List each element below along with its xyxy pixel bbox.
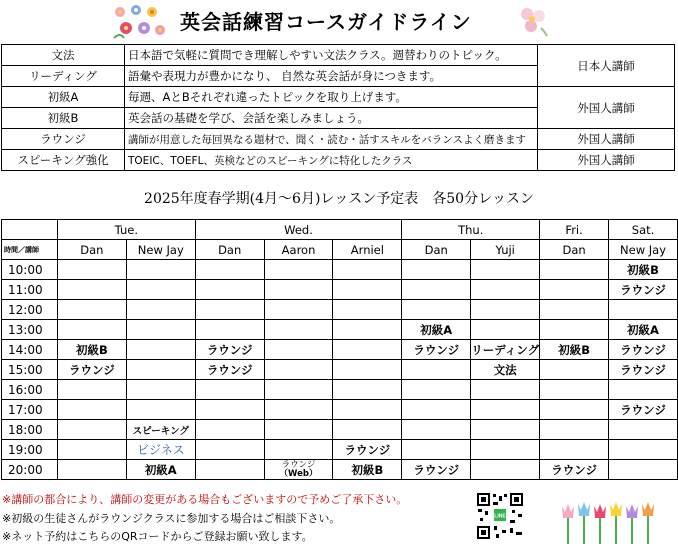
lesson-cell: ラウンジ — [609, 280, 678, 300]
teacher-header-row — [2, 240, 678, 260]
lesson-cell: ラウンジ — [333, 440, 402, 460]
lesson-cell: 初級B — [57, 340, 126, 360]
empty-cell — [126, 400, 195, 420]
empty-cell — [57, 420, 126, 440]
teacher-name: Dan — [195, 240, 264, 260]
empty-cell — [471, 420, 540, 440]
lesson-cell: ラウンジ — [57, 360, 126, 380]
empty-cell — [402, 360, 471, 380]
empty-cell — [471, 460, 540, 480]
empty-cell — [264, 320, 333, 340]
empty-cell — [402, 380, 471, 400]
empty-cell — [264, 360, 333, 380]
time-slot: 18:00 — [2, 420, 58, 440]
time-slot: 15:00 — [2, 360, 58, 380]
empty-cell — [195, 260, 264, 280]
day-header-row — [2, 220, 678, 240]
schedule-row — [2, 440, 678, 460]
teacher-type: 外国人講師 — [538, 150, 675, 171]
tulips-icon — [560, 500, 660, 544]
schedule-title: 2025年度春学期(4月～6月)レッスン予定表 各50分レッスン — [144, 191, 534, 207]
time-slot: 16:00 — [2, 380, 58, 400]
empty-cell — [540, 280, 609, 300]
schedule-row — [2, 300, 678, 320]
course-name: ラウンジ — [2, 129, 125, 150]
course-description: 講師が用意した毎回異なる題材で、聞く・読む・話すスキルをバランスよく磨きます — [125, 129, 538, 150]
empty-cell — [540, 420, 609, 440]
empty-cell — [540, 400, 609, 420]
teacher-type: 日本人講師 — [538, 45, 675, 87]
schedule-row — [2, 380, 678, 400]
corner-empty — [2, 220, 58, 240]
course-description: 語彙や表現力が豊かになり、 自然な英会話が身につきます。 — [125, 66, 538, 87]
empty-cell — [402, 280, 471, 300]
teacher-name: Dan — [57, 240, 126, 260]
course-row — [2, 129, 675, 150]
note-line: ※講師の都合により、講師の変更がある場合もございますので予めご了承下さい。 — [2, 493, 408, 506]
empty-cell — [264, 420, 333, 440]
empty-cell — [264, 380, 333, 400]
lesson-web-line1: ラウンジ — [281, 459, 316, 470]
empty-cell — [609, 460, 678, 480]
course-name: スピーキング強化 — [2, 150, 125, 171]
empty-cell — [195, 300, 264, 320]
qr-label: LINE — [494, 513, 506, 520]
empty-cell — [333, 300, 402, 320]
empty-cell — [195, 440, 264, 460]
day-fri: Fri. — [540, 220, 609, 240]
empty-cell — [402, 420, 471, 440]
teacher-name: New Jay — [126, 240, 195, 260]
empty-cell — [402, 440, 471, 460]
course-row — [2, 45, 675, 66]
empty-cell — [57, 300, 126, 320]
empty-cell — [264, 340, 333, 360]
empty-cell — [402, 300, 471, 320]
empty-cell — [540, 320, 609, 340]
empty-cell — [195, 380, 264, 400]
empty-cell — [195, 420, 264, 440]
empty-cell — [402, 400, 471, 420]
teacher-name: Arniel — [333, 240, 402, 260]
empty-cell — [333, 280, 402, 300]
lesson-cell: ラウンジ — [195, 340, 264, 360]
empty-cell — [264, 260, 333, 280]
day-tue: Tue. — [57, 220, 195, 240]
lesson-cell: スピーキング — [126, 420, 195, 440]
lesson-cell: リーディング — [471, 340, 540, 360]
empty-cell — [333, 340, 402, 360]
teacher-name: Dan — [540, 240, 609, 260]
lesson-cell: ラウンジ — [402, 340, 471, 360]
time-slot: 10:00 — [2, 260, 58, 280]
corner-label: 時間／講師 — [2, 240, 58, 260]
page-title: 英会話練習コースガイドライン — [180, 10, 472, 34]
empty-cell — [195, 460, 264, 480]
course-description: 毎週、AとBそれぞれ違ったトピックを取り上げます。 — [125, 87, 538, 108]
lesson-cell: ラウンジ — [402, 460, 471, 480]
empty-cell — [609, 440, 678, 460]
empty-cell — [333, 420, 402, 440]
lesson-cell: 初級B — [609, 260, 678, 280]
empty-cell — [126, 340, 195, 360]
empty-cell — [126, 360, 195, 380]
course-description: 英会話の基礎を学び、会話を楽しみましょう。 — [125, 108, 538, 129]
schedule-row — [2, 260, 678, 280]
empty-cell — [471, 260, 540, 280]
note-line: ※初級の生徒さんがラウンジクラスに参加する場合はご相談下さい。 — [2, 511, 341, 525]
course-row — [2, 87, 675, 108]
course-description: 日本語で気軽に質問でき理解しやすい文法クラス。週替わりのトピック。 — [125, 45, 538, 66]
lesson-cell: ラウンジ — [195, 360, 264, 380]
empty-cell — [333, 320, 402, 340]
schedule-row — [2, 360, 678, 380]
empty-cell — [126, 320, 195, 340]
time-slot: 20:00 — [2, 460, 58, 480]
empty-cell — [609, 300, 678, 320]
empty-cell — [471, 380, 540, 400]
schedule-row — [2, 420, 678, 440]
empty-cell — [126, 380, 195, 400]
teacher-name: New Jay — [609, 240, 678, 260]
empty-cell — [333, 260, 402, 280]
teacher-type: 外国人講師 — [538, 87, 675, 129]
schedule-row — [2, 340, 678, 360]
course-name: リーディング — [2, 66, 125, 87]
lesson-web-line2: （Web） — [279, 468, 318, 479]
empty-cell — [540, 440, 609, 460]
empty-cell — [57, 380, 126, 400]
course-name: 文法 — [2, 45, 125, 66]
schedule-row — [2, 400, 678, 420]
day-sat: Sat. — [609, 220, 678, 240]
empty-cell — [609, 380, 678, 400]
empty-cell — [57, 280, 126, 300]
lesson-cell: 初級A — [126, 460, 195, 480]
lesson-cell: ラウンジ — [609, 360, 678, 380]
schedule-row — [2, 320, 678, 340]
empty-cell — [471, 440, 540, 460]
lesson-cell: ラウンジ — [540, 460, 609, 480]
lesson-cell — [264, 460, 333, 480]
lesson-cell: ビジネス — [126, 440, 195, 460]
empty-cell — [57, 260, 126, 280]
empty-cell — [333, 360, 402, 380]
empty-cell — [540, 300, 609, 320]
empty-cell — [126, 260, 195, 280]
flowers-icon — [110, 2, 170, 42]
course-description: TOEIC、TOEFL、英検などのスピーキングに特化したクラス — [125, 150, 538, 171]
time-slot: 14:00 — [2, 340, 58, 360]
schedule-table — [1, 219, 678, 480]
empty-cell — [333, 380, 402, 400]
header — [0, 0, 678, 44]
day-wed: Wed. — [195, 220, 402, 240]
empty-cell — [333, 400, 402, 420]
day-thu: Thu. — [402, 220, 540, 240]
time-slot: 17:00 — [2, 400, 58, 420]
empty-cell — [471, 320, 540, 340]
empty-cell — [57, 320, 126, 340]
empty-cell — [126, 280, 195, 300]
empty-cell — [264, 400, 333, 420]
empty-cell — [195, 400, 264, 420]
lesson-cell: ラウンジ — [609, 400, 678, 420]
empty-cell — [195, 280, 264, 300]
time-slot: 13:00 — [2, 320, 58, 340]
course-row — [2, 150, 675, 171]
lesson-cell: 文法 — [471, 360, 540, 380]
empty-cell — [540, 380, 609, 400]
empty-cell — [264, 300, 333, 320]
teacher-name: Dan — [402, 240, 471, 260]
empty-cell — [57, 400, 126, 420]
lesson-cell: 初級A — [609, 320, 678, 340]
teacher-name: Yuji — [471, 240, 540, 260]
empty-cell — [471, 400, 540, 420]
empty-cell — [471, 300, 540, 320]
empty-cell — [540, 360, 609, 380]
empty-cell — [195, 320, 264, 340]
time-slot: 19:00 — [2, 440, 58, 460]
lesson-cell: 初級A — [402, 320, 471, 340]
teacher-name: Aaron — [264, 240, 333, 260]
empty-cell — [609, 420, 678, 440]
lesson-cell: ラウンジ — [609, 340, 678, 360]
schedule-row — [2, 280, 678, 300]
empty-cell — [126, 300, 195, 320]
lesson-cell: 初級B — [333, 460, 402, 480]
empty-cell — [264, 440, 333, 460]
course-name: 初級A — [2, 87, 125, 108]
empty-cell — [402, 260, 471, 280]
empty-cell — [57, 440, 126, 460]
empty-cell — [540, 260, 609, 280]
notes — [2, 491, 407, 547]
empty-cell — [57, 460, 126, 480]
course-table — [1, 44, 675, 171]
schedule-row — [2, 460, 678, 480]
empty-cell — [264, 280, 333, 300]
time-slot: 11:00 — [2, 280, 58, 300]
teacher-type: 外国人講師 — [538, 129, 675, 150]
course-name: 初級B — [2, 108, 125, 129]
qr-code-icon[interactable] — [476, 492, 524, 540]
empty-cell — [471, 280, 540, 300]
time-slot: 12:00 — [2, 300, 58, 320]
note-line: ※ネット予約はこちらのQRコードからご登録お願い致します。 — [2, 530, 313, 543]
lesson-cell: 初級B — [540, 340, 609, 360]
flower-icon — [515, 2, 551, 38]
